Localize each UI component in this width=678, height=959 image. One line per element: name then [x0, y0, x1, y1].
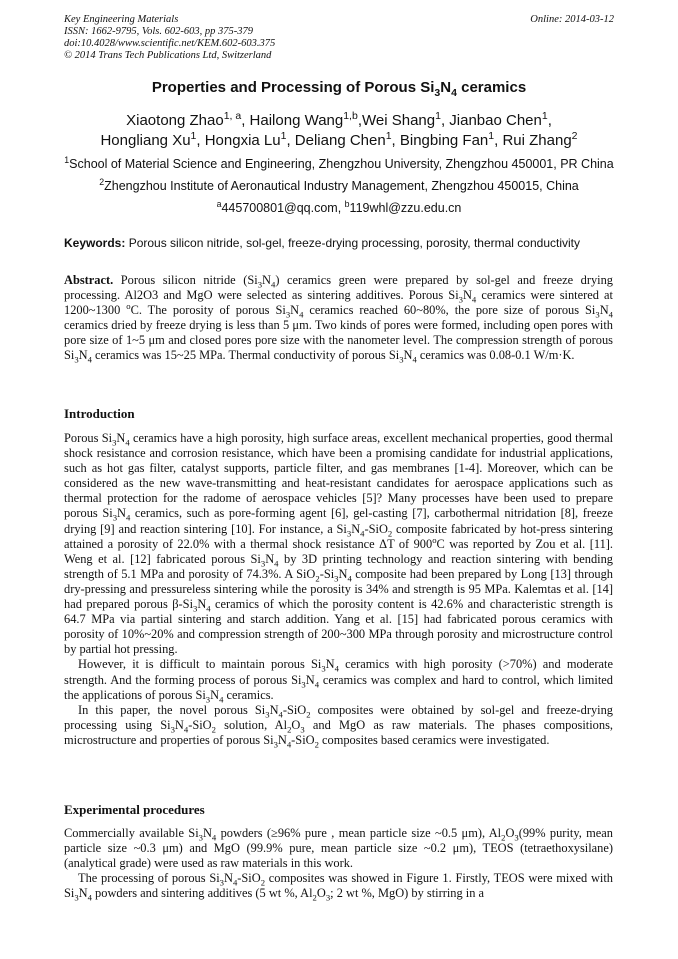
title-part: ceramics [456, 79, 527, 96]
authors-line: Hongliang Xu$^1$, Hongxia Lu$^1$, Deliang Chen$^1$, Bingbing Fan$^1$, Rui Zhang$^2$ [100, 130, 578, 149]
journal-name: Key Engineering Materials [64, 14, 179, 25]
title-subscript: 4 [451, 87, 457, 99]
paragraph: Commercially available $Si_3N_4$ powders (≥96% pure , mean particle size ~0.5 μm), $Al_2O_3(99\%$ purity, mean particle size ~0.3 μm) and MgO (99.9% pure, mean particle size ~0.2 μm), TEOS (tetraethoxysilane) (analytical grade) were used as raw materials in this work. [64, 826, 613, 871]
abstract-label: Abstract. [64, 273, 114, 287]
abstract [64, 273, 613, 364]
journal-issn: ISSN: 1662-9795, Vols. 602-603, pp 375-379 [64, 26, 253, 37]
experimental-body [64, 826, 613, 901]
abstract-text: Porous silicon nitride $(Si_3N_4)$ ceramics green were prepared by sol-gel and freeze drying processing. Al2O3 and MgO were selected as sintering additives. Porous $Si_3N_4$ ceramics were sintered at 1200~1300 $^o$C. The porosity of porous $Si_3N_4$ ceramics reached 60~80%, the pore size of porous $Si_3N_4$ ceramics dried by freeze drying is less than 5 μm. Two kinds of pores were formed, including open pores with pore size of 1~5 μm and closed pores pore size with the nanometer level. The compression strength of porous $Si_3N_4$ ceramics was 15~25 MPa. Thermal conductivity of porous $Si_3N_4$ ceramics was 0.08-0.1 W/m·K. [64, 273, 613, 365]
authors-line: Xiaotong Zhao$^{1, a}$, Hailong Wang$^{1,b}$,Wei Shang$^1$, Jianbao Chen$^1$, [126, 110, 552, 129]
title-part: Properties and Processing of Porous Si [151, 79, 435, 96]
journal-copyright: © 2014 Trans Tech Publications Ltd, Switzerland [64, 50, 272, 61]
paragraph: However, it is difficult to maintain porous $Si_3N_4$ ceramics with high porosity (>70%) and moderate strength. And the forming process of porous $Si_3N_4$ ceramics was complex and hard to control, which limited the applications of porous $Si_3N_4$ ceramics. [64, 657, 613, 705]
affiliation-2: $^2$Zhengzhou Institute of Aeronautical Industry Management, Zhengzhou 450015, China [99, 176, 579, 193]
introduction-heading: Introduction [64, 406, 135, 421]
author-emails: $^a$445700801@qq.com, $^b$119whl@zzu.edu.cn [216, 198, 462, 215]
paper-title [0, 79, 678, 99]
introduction-body [64, 431, 613, 748]
keywords-label: Keywords: [64, 236, 126, 250]
keywords [64, 236, 614, 250]
author-list [40, 111, 638, 151]
paragraph: Porous $Si_3N_4$ ceramics have a high porosity, high surface areas, excellent mechanical properties, good thermal shock resistance and corrosion resistance, which have been a promising candidate for industrial applications, such as hot gas filter, catalyst supports, particle filter, and gas membranes [1-4]. Moreover, which can be considered as the new wave-transmitting and heat-resistant candidates for aerospace applications such as thermal protection for the radome of aerospace vehicles [5]? Many processes have been used to prepare porous $Si_3N_4$ ceramics, such as pore-forming agent [6], gel-casting [7], carbothermal nitridation [8], freeze drying [9] and reaction sintering [10]. For instance, a $Si_3N_4-SiO_2$ composite fabricated by hot-press sintering attained a porosity of 22.0% with a thermal shock resistance ΔT of 900$^o$C was reported by Zou et al. [11]. Weng et al. [12] fabricated porous $Si_3N_4$ by 3D printing technology and reaction sintering with bending strength of 5.1 MPa and porosity of 74.3%. A $SiO_2-Si_3N_4$ composite had been prepared by Long [13] through dry-pressing and pressureless sintering while the porosity is 34% and strength is 95 MPa. Kalemtas et al. [14] had prepared porous $\beta-Si_3N_4$ ceramics of which the porosity content is 42.6% and characteristic strength is 64.7 MPa via partial sintering and starch addition. Yang et al. [15] had fabricated porous ceramics with porosity of 10%~20% and compression strength of 200~300 MPa through porosity and microstructure control by partial hot pressing. [64, 431, 614, 657]
experimental-heading: Experimental procedures [64, 802, 205, 817]
keywords-text: Porous silicon nitride, sol-gel, freeze-drying processing, porosity, thermal conductivity [125, 236, 580, 250]
title-subscript: 3 [434, 87, 441, 99]
paragraph: The processing of porous $Si_3N_4-SiO_2$ composites was showed in Figure 1. Firstly, TEOS were mixed with $Si_3N_4$ powders and sintering additives (5 wt %, $Al_2O_3$; 2 wt %, MgO) by stirring in a [64, 871, 613, 903]
title-part: N [440, 79, 452, 96]
affiliation-1: $^1$School of Material Science and Engineering, Zhengzhou University, Zhengzhou 450001, PR China [64, 154, 614, 171]
online-date: Online: 2014-03-12 [530, 14, 614, 25]
journal-doi: doi:10.4028/www.scientific.net/KEM.602-603.375 [64, 38, 276, 49]
paragraph: In this paper, the novel porous $Si_3N_4-SiO_2$ composites were obtained by sol-gel and freeze-drying processing using $Si_3N_4-SiO_2$ solution, $Al_2O_3$ and MgO as raw materials. The phases compositions, microstructure and properties of porous $Si_3N_4-SiO_2$ composites based ceramics were investigated. [64, 702, 614, 750]
journal-header [64, 14, 614, 62]
